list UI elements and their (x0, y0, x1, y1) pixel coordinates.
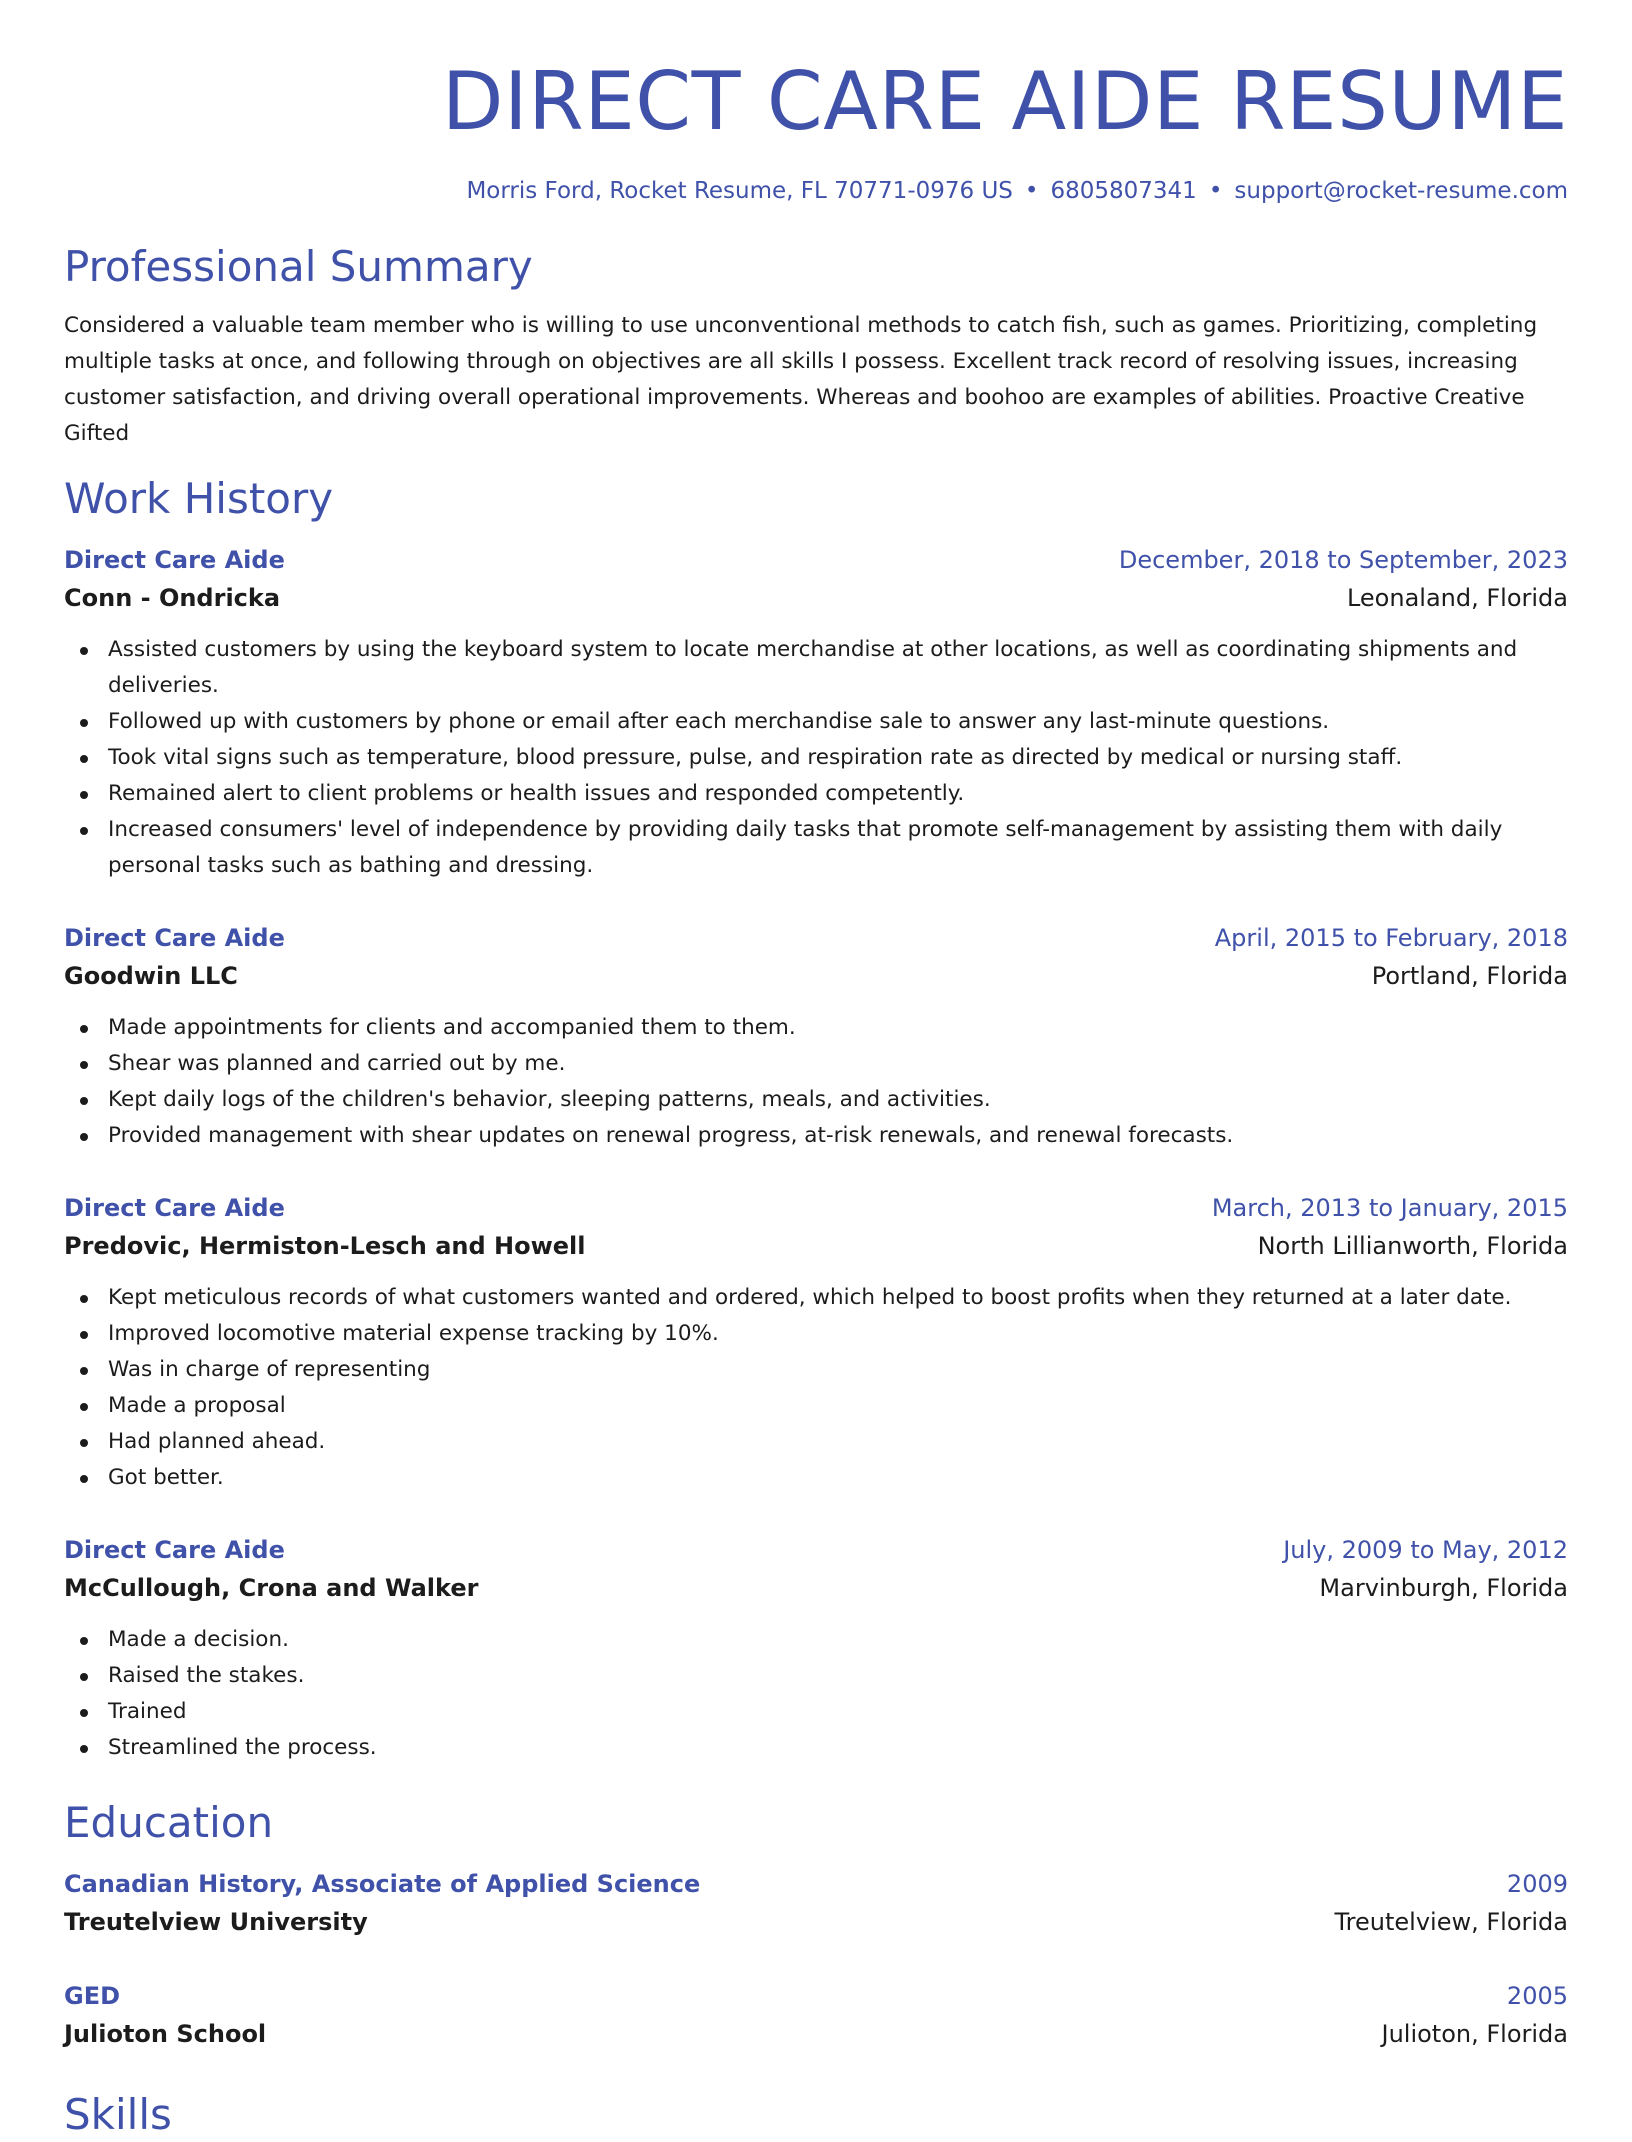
job-bullet: Increased consumers' level of independence by providing daily tasks that promote self-management by assisting them with daily personal tasks such as bathing and dressing. (64, 812, 1568, 884)
job-dates: July, 2009 to May, 2012 (1283, 1536, 1568, 1564)
job-bullets (64, 1010, 1568, 1154)
job-dates: April, 2015 to February, 2018 (1214, 924, 1568, 952)
job-location: Leonaland, Florida (1346, 584, 1568, 612)
contact-phone: 6805807341 (1050, 178, 1197, 204)
job-bullet: Was in charge of representing (64, 1352, 1568, 1388)
contact-separator: • (1208, 178, 1223, 204)
education-location: Treutelview, Florida (1334, 1908, 1568, 1936)
job-bullet: Had planned ahead. (64, 1424, 1568, 1460)
education-school: Treutelview University (64, 1908, 368, 1936)
job-entry (64, 1532, 1568, 1766)
job-bullet: Trained (64, 1694, 1568, 1730)
education-entry (64, 1866, 1568, 1942)
job-title: Direct Care Aide (64, 1194, 285, 1222)
education-year: 2009 (1506, 1870, 1568, 1898)
job-dates: December, 2018 to September, 2023 (1118, 546, 1568, 574)
job-bullet: Remained alert to client problems or health issues and responded competently. (64, 776, 1568, 812)
education-school: Julioton School (64, 2020, 267, 2048)
summary-section (64, 240, 1568, 452)
education-degree: GED (64, 1982, 121, 2010)
work-history-section (64, 472, 1568, 1766)
job-title: Direct Care Aide (64, 924, 285, 952)
education-entry (64, 1978, 1568, 2054)
work-history-heading: Work History (64, 474, 334, 523)
job-company: Conn - Ondricka (64, 584, 281, 612)
job-bullet: Made a decision. (64, 1622, 1568, 1658)
job-bullet: Shear was planned and carried out by me. (64, 1046, 1568, 1082)
contact-line (64, 176, 1568, 206)
summary-heading: Professional Summary (64, 242, 533, 291)
skills-heading: Skills (64, 2090, 172, 2139)
job-location: Marvinburgh, Florida (1319, 1574, 1568, 1602)
job-bullet: Took vital signs such as temperature, blood pressure, pulse, and respiration rate as directed by medical or nursing staff. (64, 740, 1568, 776)
education-year: 2005 (1506, 1982, 1568, 2010)
job-bullet: Got better. (64, 1460, 1568, 1496)
skills-section (64, 2088, 1568, 2142)
job-dates: March, 2013 to January, 2015 (1211, 1194, 1568, 1222)
job-bullet: Raised the stakes. (64, 1658, 1568, 1694)
job-bullet: Assisted customers by using the keyboard system to locate merchandise at other locations, as well as coordinating shipments and deliveries. (64, 632, 1568, 704)
job-bullet: Made a proposal (64, 1388, 1568, 1424)
contact-address: Morris Ford, Rocket Resume, FL 70771-0976 US (466, 178, 1013, 204)
education-section (64, 1796, 1568, 2054)
job-bullets (64, 1622, 1568, 1766)
job-company: Predovic, Hermiston-Lesch and Howell (64, 1232, 586, 1260)
job-bullet: Kept daily logs of the children's behavior, sleeping patterns, meals, and activities. (64, 1082, 1568, 1118)
job-bullet: Made appointments for clients and accompanied them to them. (64, 1010, 1568, 1046)
education-location: Julioton, Florida (1381, 2020, 1568, 2048)
contact-email[interactable]: support@rocket-resume.com (1234, 178, 1568, 204)
job-entry (64, 1190, 1568, 1496)
job-bullet: Kept meticulous records of what customers wanted and ordered, which helped to boost profits when they returned at a later date. (64, 1280, 1568, 1316)
resume-title: DIRECT CARE AIDE RESUME (441, 55, 1568, 148)
job-bullet: Followed up with customers by phone or email after each merchandise sale to answer any last-minute questions. (64, 704, 1568, 740)
job-company: McCullough, Crona and Walker (64, 1574, 479, 1602)
job-bullet: Provided management with shear updates on renewal progress, at-risk renewals, and renewal forecasts. (64, 1118, 1568, 1154)
job-title: Direct Care Aide (64, 546, 285, 574)
job-bullets (64, 632, 1568, 884)
job-entry (64, 542, 1568, 884)
job-entry (64, 920, 1568, 1154)
resume-header (64, 0, 1568, 206)
job-bullet: Improved locomotive material expense tracking by 10%. (64, 1316, 1568, 1352)
job-bullets (64, 1280, 1568, 1496)
education-degree: Canadian History, Associate of Applied Science (64, 1870, 701, 1898)
summary-text: Considered a valuable team member who is willing to use unconventional methods to catch fish, such as games. Prioritizing, completing multiple tasks at once, and following through on objectives are all skills I possess. Excellent track record of resolving issues, increasing customer satisfaction, and driving overall operational improvements. Whereas and boohoo are examples of abilities. Proactive Creative Gifted (64, 313, 1538, 446)
job-location: Portland, Florida (1371, 962, 1568, 990)
job-location: North Lillianworth, Florida (1257, 1232, 1568, 1260)
job-title: Direct Care Aide (64, 1536, 285, 1564)
job-company: Goodwin LLC (64, 962, 238, 990)
education-heading: Education (64, 1798, 274, 1847)
job-bullet: Streamlined the process. (64, 1730, 1568, 1766)
contact-separator: • (1024, 178, 1039, 204)
